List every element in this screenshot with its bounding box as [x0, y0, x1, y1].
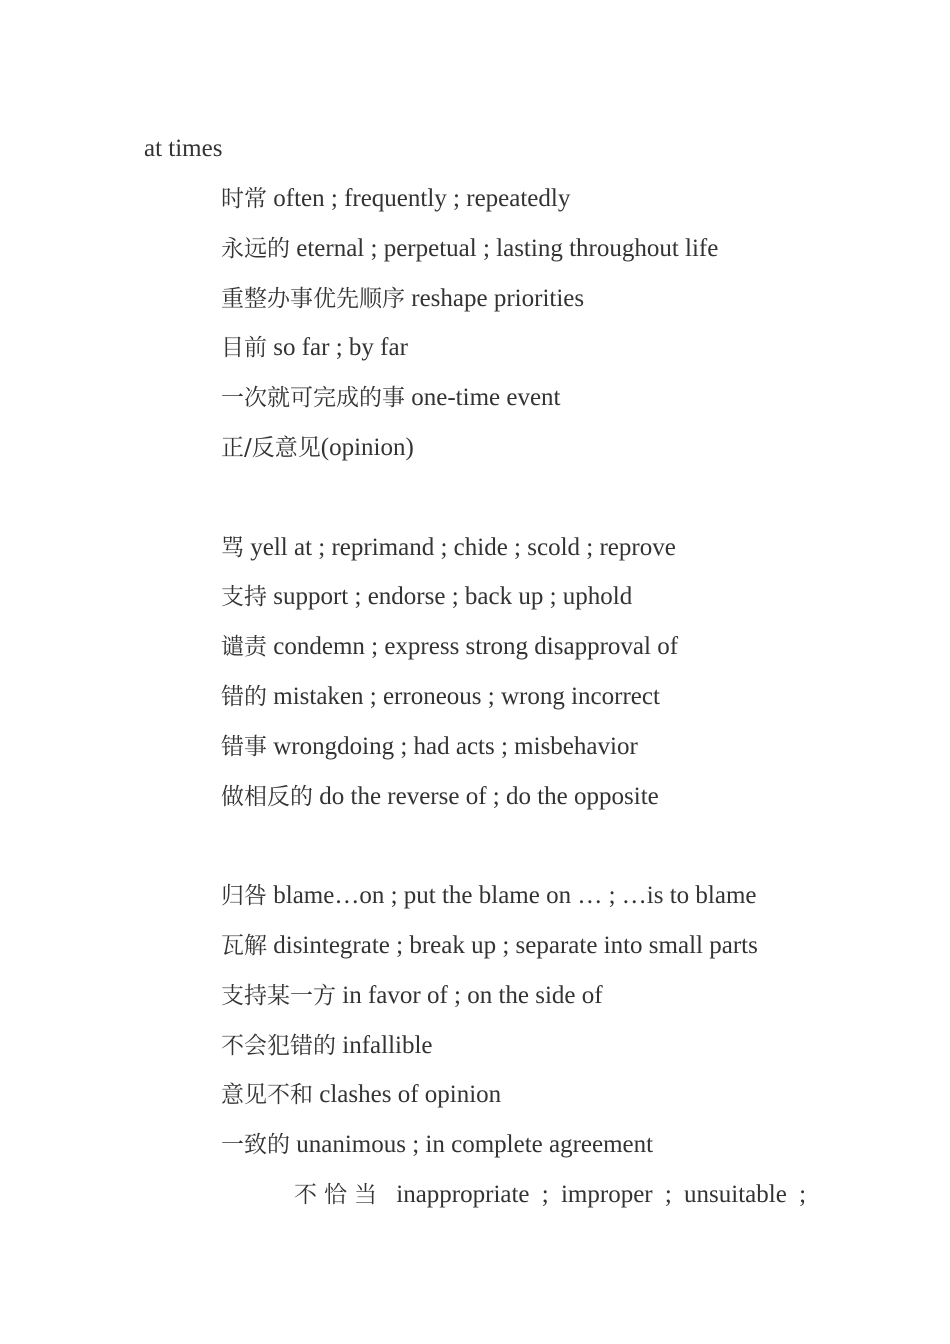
list-item: [221, 234, 901, 284]
english-definition: yell at ; reprimand ; chide ; scold ; reprove: [244, 533, 676, 561]
list-item: [221, 383, 901, 433]
list-item: [221, 1031, 901, 1081]
list-item: [221, 931, 901, 981]
chinese-term: 正/反意见: [221, 434, 321, 461]
english-definition: so far ; by far: [267, 334, 408, 362]
list-item: [221, 284, 901, 334]
chinese-term: 不恰当: [294, 1182, 384, 1208]
blank-line: [221, 831, 901, 881]
chinese-term: 支持: [221, 584, 267, 611]
english-definition: disintegrate ; break up ; separate into small parts: [267, 931, 758, 959]
list-item-last: [294, 1180, 806, 1210]
chinese-term: 一次就可完成的事: [221, 385, 405, 412]
english-definition: eternal ; perpetual ; lasting throughout life: [290, 234, 719, 262]
blank-line: [221, 483, 901, 533]
english-definition: mistaken ; erroneous ; wrong incorrect: [267, 682, 660, 710]
chinese-term: 重整办事优先顺序: [221, 285, 405, 312]
english-definition: clashes of opinion: [313, 1081, 502, 1109]
chinese-term: 做相反的: [221, 783, 313, 810]
list-item: [221, 433, 901, 483]
chinese-term: 支持某一方: [221, 982, 336, 1009]
list-item: [221, 1130, 901, 1180]
list-item: [221, 1080, 901, 1130]
english-definition: one-time event: [405, 384, 561, 412]
vocabulary-list: [221, 184, 901, 1180]
list-item: [221, 582, 901, 632]
list-item: [221, 881, 901, 931]
list-item: [221, 632, 901, 682]
english-definition: wrongdoing ; had acts ; misbehavior: [267, 732, 638, 760]
chinese-term: 谴责: [221, 634, 267, 661]
chinese-term: 归咎: [221, 883, 267, 910]
chinese-term: 瓦解: [221, 932, 267, 959]
chinese-term: 不会犯错的: [221, 1032, 336, 1059]
list-item: [221, 533, 901, 583]
english-definition: support ; endorse ; back up ; uphold: [267, 583, 633, 611]
list-item: [221, 333, 901, 383]
list-item: [221, 682, 901, 732]
list-item: [221, 732, 901, 782]
list-item: [221, 782, 901, 832]
english-definition: (opinion): [320, 433, 414, 461]
chinese-term: 错事: [221, 733, 267, 760]
english-definition: often ; frequently ; repeatedly: [267, 185, 571, 212]
chinese-term: 时常: [221, 186, 267, 212]
english-definition: blame…on ; put the blame on … ; …is to blame: [267, 882, 757, 910]
english-definition: unanimous ; in complete agreement: [290, 1131, 654, 1159]
section-heading: at times: [144, 135, 223, 162]
chinese-term: 一致的: [221, 1132, 290, 1159]
chinese-term: 错的: [221, 683, 267, 710]
list-item: [221, 981, 901, 1031]
chinese-term: 永远的: [221, 235, 290, 262]
list-item: [221, 184, 901, 234]
english-definition: inappropriate ; improper ; unsuitable ;: [384, 1181, 807, 1208]
chinese-term: 目前: [221, 335, 267, 362]
english-definition: condemn ; express strong disapproval of: [267, 633, 679, 661]
english-definition: infallible: [336, 1031, 433, 1059]
english-definition: reshape priorities: [405, 284, 585, 312]
english-definition: do the reverse of ; do the opposite: [313, 782, 659, 810]
chinese-term: 意见不和: [221, 1082, 313, 1109]
english-definition: in favor of ; on the side of: [336, 981, 603, 1009]
chinese-term: 骂: [221, 534, 244, 561]
